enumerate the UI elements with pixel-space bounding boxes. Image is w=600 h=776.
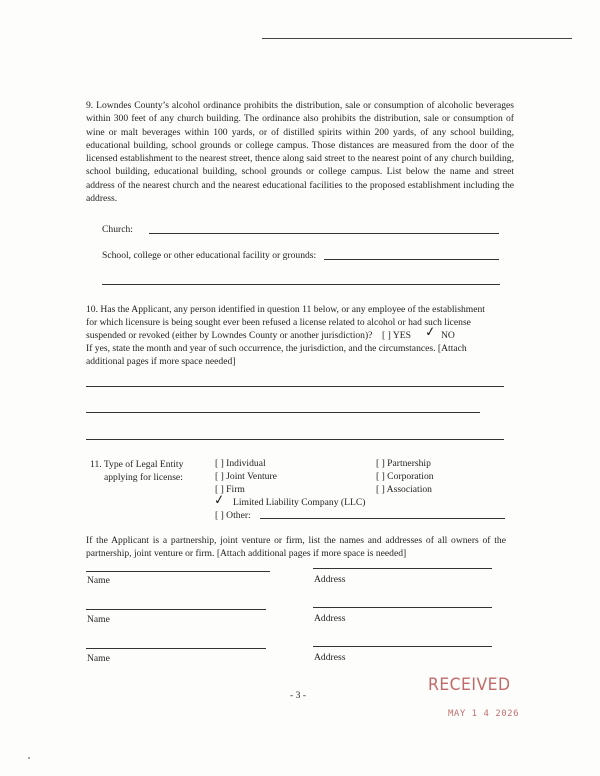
- owner-address-label-1: Address: [314, 574, 346, 585]
- owner-address-label-2: Address: [314, 613, 346, 624]
- owner-name-field-3[interactable]: [86, 648, 266, 649]
- option-association[interactable]: [ ] Association: [376, 484, 432, 495]
- q10-answer-line-1[interactable]: [86, 386, 504, 387]
- received-stamp-date: MAY 1 4 2026: [448, 709, 520, 719]
- owner-address-field-3[interactable]: [313, 646, 492, 647]
- q11-title: 11. Type of Legal Entity: [90, 459, 184, 470]
- school-field[interactable]: [324, 259, 499, 260]
- church-label: Church:: [102, 224, 133, 235]
- owner-name-field-1[interactable]: [86, 571, 270, 572]
- option-partnership[interactable]: [ ] Partnership: [376, 458, 431, 469]
- owner-address-field-1[interactable]: [313, 568, 492, 569]
- school-label: School, college or other educational facility or grounds:: [102, 250, 317, 261]
- q10-no-option[interactable]: NO: [441, 330, 455, 341]
- option-llc[interactable]: Limited Liability Company (LLC): [233, 497, 366, 508]
- owner-name-label-2: Name: [87, 614, 110, 625]
- q10-line3: suspended or revoked (either by Lowndes County or another jurisdiction)?: [86, 330, 373, 341]
- owner-name-field-2[interactable]: [86, 609, 266, 610]
- q10-line1: 10. Has the Applicant, any person identified in question 11 below, or any employee of the establishment: [86, 304, 485, 315]
- option-joint-venture[interactable]: [ ] Joint Venture: [215, 471, 277, 482]
- page-number: - 3 -: [290, 690, 306, 701]
- owner-address-label-3: Address: [314, 652, 346, 663]
- q10-line5: additional pages if more space needed]: [86, 356, 236, 367]
- other-field[interactable]: [260, 518, 505, 519]
- church-field[interactable]: [149, 233, 499, 234]
- scan-speck: [28, 757, 30, 759]
- option-other[interactable]: [ ] Other:: [215, 510, 251, 521]
- option-firm[interactable]: [ ] Firm: [215, 484, 245, 495]
- owner-address-field-2[interactable]: [313, 607, 492, 608]
- owner-name-label-1: Name: [87, 575, 110, 586]
- q10-line2: for which licensure is being sought ever been refused a license related to alcohol or had such license: [86, 317, 471, 328]
- q11-subtitle: applying for license:: [104, 472, 183, 483]
- top-rule: [262, 38, 572, 39]
- owner-name-label-3: Name: [87, 653, 110, 664]
- option-corporation[interactable]: [ ] Corporation: [376, 471, 434, 482]
- q10-yes-option[interactable]: [ ] YES: [382, 330, 411, 341]
- q10-line4: If yes, state the month and year of such occurrence, the jurisdiction, and the circumstances. [Attach: [86, 343, 467, 354]
- q9-paragraph: 9. Lowndes County’s alcohol ordinance prohibits the distribution, sale or consumption of alcoholic beverages within 300 feet of any church building. The ordinance also prohibits the distribution, sale or consumption of wine or malt beverages within 100 yards, or of distilled spirits within 200 yards, of any school building, educational building, school grounds or college campus. Those distances are measured from the door of the licensed establishment to the nearest street, thence along said street to the nearest point of any church building, school building, educational building, school grounds or college campus. List below the name and street address of the nearest church and the nearest educational facilities to the proposed establishment including the address.: [86, 100, 514, 204]
- q10-answer-line-2[interactable]: [86, 412, 480, 413]
- llc-checkmark-icon: ✓: [213, 492, 226, 509]
- school-field-continued[interactable]: [102, 284, 500, 285]
- q10-answer-line-3[interactable]: [86, 439, 504, 440]
- received-stamp: RECEIVED: [428, 675, 511, 695]
- owners-instructions: If the Applicant is a partnership, joint venture or firm, list the names and addresses of all owners of the partnership, joint venture or firm. [Attach additional pages if more space is needed]: [86, 535, 506, 560]
- option-individual[interactable]: [ ] Individual: [215, 458, 266, 469]
- q10-no-checkmark-icon: ✓: [424, 324, 437, 341]
